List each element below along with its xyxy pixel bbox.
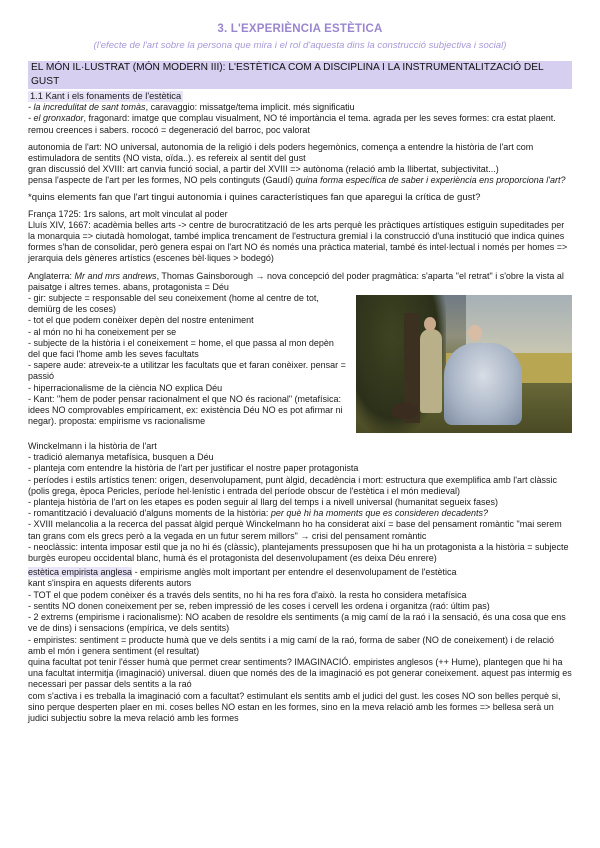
list-item: - sentits NO donen coneixement per se, reben impressió de les coses i cervell les ordena i organitza (raó: últim pas) <box>28 600 490 611</box>
section-heading: EL MÓN IL·LUSTRAT (MÓN MODERN III): L'ESTÈTICA COM A DISCIPLINA I LA INSTRUMENTALITZACIÓ DEL GUST <box>28 61 572 89</box>
anglaterra-list <box>28 293 572 435</box>
paragraph: Anglaterra: Mr and mrs andrews, Thomas Gainsborough → nova concepció del poder pragmàtica: s'aparta "el retrat" i s'obre la vista al paisatge i altres temes. abans, protagonista = Déu <box>28 270 564 292</box>
list-item: - 2 extrems (empirisme i racionalisme): NO acaben de resoldre els sentiments (a mig camí de la raó i la sensació, és una cosa que ens ve de dins) i sensacions (empírica, ve dels sentits) <box>28 612 566 634</box>
list-item: - tot el que podem conèixer depèn del nostre enteniment <box>28 315 254 326</box>
list-item: quina facultat pot tenir l'ésser humà que permet crear sentiments? IMAGINACIÓ. empiristes anglesos (++ Hume), plantegen que hi ha una facultat intermitja (imaginació) universal. diuen que només des de la imaginació es pot generar coneixement. aquest pas intermig es necessari per passar dels sentits a la raó <box>28 656 572 690</box>
paragraph: França 1725: 1rs salons, art molt vinculat al poder <box>28 208 228 219</box>
page-subtitle: (l'efecte de l'art sobre la persona que mira i el rol d'aquesta dins la construcció subjectiva i social) <box>93 40 507 51</box>
paragraph: pensa l'aspecte de l'art per les formes, NO pels continguts (Gaudí) quina forma específica de saber i experiència ens proporciona l'art? <box>28 175 566 186</box>
painting-image <box>356 295 572 433</box>
list-item: - XVIII melancolia a la recerca del passat àlgid perquè Winckelmann ho ha considerat així = base del pensament romàntic "mai serem tan grans com els grecs però a la vegada en un futur serem millors" → crisi del pensament romàntic <box>28 519 562 541</box>
list-item: - TOT el que podem conèixer és a través dels sentits, no hi ha res fora d'això. la resta ho considera metafísica <box>28 589 467 600</box>
list-item: - neoclàssic: intenta imposar estil que ja no hi és (clàssic), plantejaments pressuposen que hi ha un protagonista a la història = subjecte burgès europeu occidental blanc, humà és el protagonista del desenvolupament (es deixa Déu enrere) <box>28 541 569 564</box>
paragraph: gran discussió del XVIII: art canvia funció social, a partir del XVIII => autònoma (relació amb la llibertat, subjectivitat...) <box>28 164 499 175</box>
key-question: *quins elements fan que l'art tingui autonomia i quines característiques fan que aparegui la crítica de gust? <box>28 191 481 203</box>
paragraph: autonomia de l'art: NO universal, autonomia de la religió i dels poders hegemònics, comença a entendre la història de l'art com estimuladora de sentits (NO vista, oïda..). es refereix al sentit del gust <box>28 141 534 164</box>
list-item: - Kant: "hem de poder pensar racionalment el que NO és racional" (metafísica: idees NO comprovables empíricament, ex: existència Déu NO es pot afirmar ni negar). proposta: empirisme vs racionalisme <box>28 393 343 427</box>
list-item: com s'activa i es treballa la imaginació com a facultat? estimulant els sentits amb el judici del gust. les coses NO son belles perquè si, sino perque desperten plaer en mi. coses belles NO estan en les formes, sino en la meva relació amb les formes => bellesa serà un judici subjectiu sobre la meva relació amb les formes <box>28 690 561 723</box>
list-item: - romantització i devaluació d'alguns moments de la història: per què hi ha moments que es consideren decadents? <box>28 508 488 519</box>
page-title: 3. L'EXPERIÈNCIA ESTÈTICA <box>217 23 383 35</box>
list-item: - períodes i estils artístics tenen: origen, desenvolupament, punt àlgid, decadència i mort: estructura que exemplifica amb l'art clàssic (polis grega, època Pericles, període hel·lenístic i entrada del període obscur de l'estètica i el món medieval) <box>28 474 557 496</box>
list-item: - gir: subjecte = responsable del seu coneixement (home al centre de tot, demiürg de les coses) <box>28 293 319 315</box>
section-title: Winckelmann i la història de l'art <box>28 441 157 452</box>
list-item: - planteja com entendre la història de l'art per justificar el nostre paper protagonista <box>28 463 359 474</box>
list-item: - hiperracionalisme de la ciència NO explica Déu <box>28 382 223 393</box>
list-item: kant s'inspira en aquests diferents autors <box>28 578 192 589</box>
list-item: - subjecte de la història i el coneixement = home, el que passa al mon depèn del que faci l'home amb les seves facultats <box>28 337 334 360</box>
list-item: - empiristes: sentiment = producte humà que ve dels sentits i a mig camí de la raó, forma de saber (NO de coneixement) i de relació amb el món i genera sentiment (el resultat) <box>28 634 554 656</box>
paragraph: - el gronxador, fragonard: imatge que complau visualment, NO té importància el tema. agrada per les seves formes: cra estat plaent. remou creences i sabers. rococó = degeneració del barroc, poc valorat <box>28 113 556 135</box>
list-item: - al món no hi ha coneixement per se <box>28 326 177 337</box>
paragraph: Lluís XIV, 1667: acadèmia belles arts -> centre de burocratització de les arts perquè les pràctiques artístiques estiguin supeditades per la monarquia => ciutadà homologat, també implica trencament de l'estructura gremial i la construcció d'una institució que indica quines formes s'han de consolidar, però genera espai on l'art NO és només una pràctica material, també és intel·lectual i només per homes => jerarquia dels gèneres artístics (escenes bèl·liques > bodegó) <box>28 219 568 264</box>
subsection-heading: 1.1 Kant i els fonaments de l'estètica <box>30 91 182 101</box>
list-item: - planteja història de l'art on les etapes es poden seguir al llarg del temps i a nivell universal (humanitat segueix fases) <box>28 497 498 508</box>
section-title: estètica empirista anglesa - empirisme anglès molt important per entendre el desenvolupament de l'estètica <box>28 567 457 578</box>
paragraph: - la incredulitat de sant tomàs, caravaggio: missatge/tema implicit. més significatiu <box>28 102 355 113</box>
list-item: - sapere aude: atreveix-te a utilitzar les facultats que et faran conèixer. pensar = passió <box>28 360 346 382</box>
list-item: - tradició alemanya metafísica, busquen a Déu <box>28 452 214 463</box>
